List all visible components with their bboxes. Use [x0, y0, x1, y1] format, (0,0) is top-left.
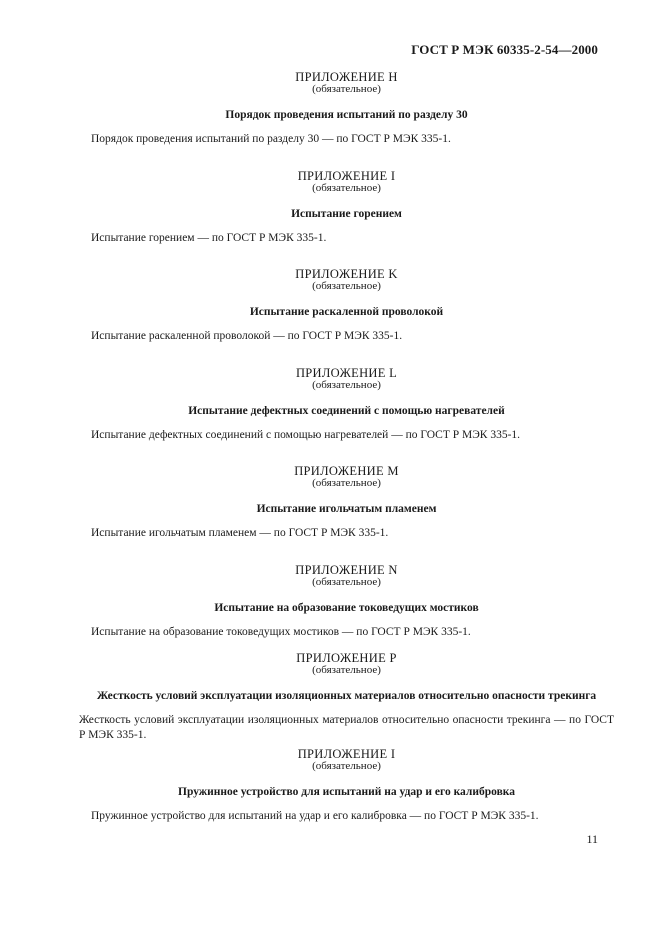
annex-title: Испытание на образование токоведущих мостиков	[214, 602, 479, 614]
annex-title: Пружинное устройство для испытаний на удар и его калибровка	[178, 786, 515, 798]
annex-body: Испытание игольчатым пламенем — по ГОСТ Р МЭК 335-1.	[91, 527, 389, 539]
annex-label: ПРИЛОЖЕНИЕ H	[295, 70, 398, 84]
annex-body: Пружинное устройство для испытаний на удар и его калибровка — по ГОСТ Р МЭК 335-1.	[91, 810, 539, 822]
annex-status: (обязательное)	[312, 760, 381, 772]
annex-i-second	[91, 748, 602, 824]
annex-n	[91, 564, 602, 640]
annex-title: Порядок проведения испытаний по разделу 30	[225, 109, 468, 121]
annex-title: Испытание горением	[291, 208, 402, 220]
annex-body: Испытание раскаленной проволокой — по ГОСТ Р МЭК 335-1.	[91, 330, 403, 342]
annex-p	[79, 652, 614, 743]
annex-status: (обязательное)	[312, 379, 381, 391]
annex-body: Испытание на образование токоведущих мостиков — по ГОСТ Р МЭК 335-1.	[91, 626, 471, 638]
annex-k	[91, 268, 602, 344]
annex-m	[91, 465, 602, 541]
annex-label: ПРИЛОЖЕНИЕ L	[295, 366, 398, 380]
annex-title: Испытание игольчатым пламенем	[256, 503, 437, 515]
annex-status: (обязательное)	[312, 182, 381, 194]
annex-status: (обязательное)	[312, 280, 381, 292]
annex-label: ПРИЛОЖЕНИЕ K	[295, 267, 398, 281]
annex-status: (обязательное)	[312, 576, 381, 588]
annex-label: ПРИЛОЖЕНИЕ I	[297, 747, 396, 761]
annex-body: Испытание дефектных соединений с помощью нагревателей — по ГОСТ Р МЭК 335-1.	[91, 429, 521, 441]
annex-i	[91, 170, 602, 246]
annex-title: Жесткость условий эксплуатации изоляционных материалов относительно опасности трекинга	[96, 690, 597, 702]
annex-label: ПРИЛОЖЕНИЕ I	[297, 169, 396, 183]
annex-status: (обязательное)	[312, 477, 381, 489]
annex-status: (обязательное)	[312, 664, 381, 676]
annex-label: ПРИЛОЖЕНИЕ N	[295, 563, 398, 577]
page-header-standard: ГОСТ Р МЭК 60335-2-54—2000	[411, 42, 598, 57]
annex-label: ПРИЛОЖЕНИЕ P	[296, 651, 397, 665]
annex-title: Испытание раскаленной проволокой	[249, 306, 444, 318]
annex-body: Испытание горением — по ГОСТ Р МЭК 335-1.	[91, 232, 327, 244]
annex-label: ПРИЛОЖЕНИЕ M	[294, 464, 399, 478]
annex-status: (обязательное)	[312, 83, 381, 95]
annex-l	[91, 367, 602, 443]
annex-body: Порядок проведения испытаний по разделу 30 — по ГОСТ Р МЭК 335-1.	[91, 133, 451, 145]
annex-body: Жесткость условий эксплуатации изоляционных материалов относительно опасности трекинга — по ГОСТ Р МЭК 335-1.	[79, 714, 614, 741]
annex-title: Испытание дефектных соединений с помощью нагревателей	[188, 405, 505, 417]
annex-h	[91, 71, 602, 147]
page-number: 11	[586, 832, 598, 846]
